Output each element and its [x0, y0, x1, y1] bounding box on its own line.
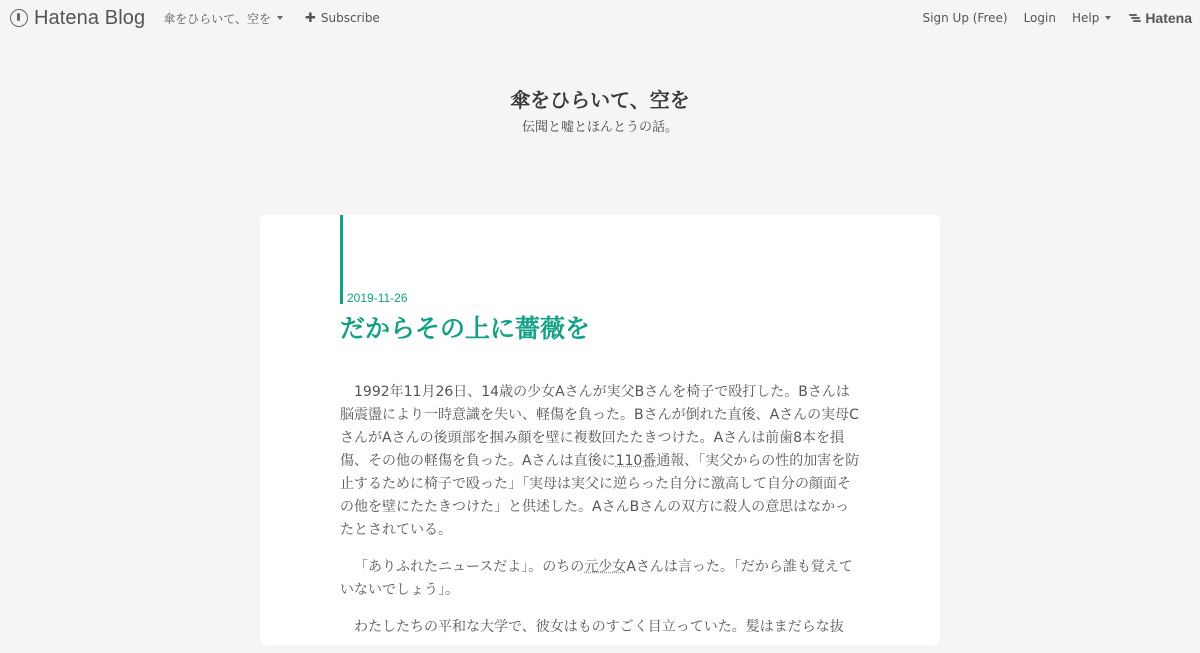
entry-paragraph [340, 381, 860, 542]
date-accent-bar [340, 215, 343, 304]
caret-down-icon [1105, 16, 1111, 20]
subscribe-label: Subscribe [320, 11, 380, 25]
blog-description: 伝聞と嘘とほんとうの話。 [521, 120, 678, 135]
entry-paragraph [340, 556, 860, 602]
blog-title[interactable]: 傘をひらいて、空を [510, 88, 690, 112]
help-dropdown[interactable] [1072, 11, 1111, 25]
global-header-left [0, 7, 402, 30]
paragraph-text: Aさんは言った。「だから誰も覚えていないでしょう」。 [340, 559, 853, 598]
logo-text: Hatena Blog [34, 6, 146, 29]
help-label: Help [1071, 11, 1100, 25]
subscribe-button[interactable] [305, 11, 380, 26]
global-header [0, 0, 1200, 36]
blog-menu-dropdown[interactable] [163, 10, 283, 27]
entry-title[interactable]: だからその上に薔薇を [340, 314, 591, 343]
paragraph-text: 通報、「実父からの性的加害を防止するために椅子で殴った」「実母は実父に逆らった自分に激高して自分の顔面その他を壁にたたきつけた」と供述した。AさんBさんの双方に殺人の意思はなかったとされている。 [340, 453, 860, 538]
login-label: Login [1023, 11, 1056, 25]
paragraph-text: 「ありふれたニュースだよ」。のちの [354, 559, 585, 575]
hatena-brand-label: Hatena [1145, 10, 1192, 26]
paragraph-text: 1992年11月26日、14歳の少女Aさんが実父Bさんを椅子で殴打した。Bさんは脳震盪により一時意識を失い、軽傷を負った。Bさんが倒れた直後、Aさんの実母CさんがAさんの後頭部を掴み顔を壁に複数回たたきつけた。Aさんは前歯8本を損傷、その他の軽傷を負った。Aさんは直後に [340, 384, 859, 469]
login-link[interactable] [1024, 11, 1056, 25]
hatena-blog-logo[interactable] [10, 7, 145, 30]
hatena-brand-icon [1129, 14, 1141, 22]
hatena-brand-link[interactable] [1129, 10, 1192, 26]
blog-header [0, 86, 1200, 138]
signup-link[interactable] [923, 11, 1008, 25]
global-header-right [907, 10, 1200, 26]
hatena-blog-logo-icon [10, 9, 28, 27]
blog-menu-label: 傘をひらいて、空を [163, 11, 271, 26]
signup-label: Sign Up (Free) [922, 11, 1008, 25]
keyword-link[interactable]: 110番 [615, 453, 657, 469]
entry-content [340, 381, 860, 653]
paragraph-text: わたしたちの平和な大学で、彼女はものすごく目立っていた。髪はまだらな抜 [354, 619, 844, 635]
plus-icon: ✚ [304, 10, 316, 26]
caret-down-icon [277, 16, 283, 20]
entry-card [260, 215, 940, 645]
entry-date[interactable]: 2019-11-26 [347, 291, 408, 305]
entry-paragraph [340, 616, 860, 639]
keyword-link[interactable]: 元少女 [584, 559, 627, 575]
